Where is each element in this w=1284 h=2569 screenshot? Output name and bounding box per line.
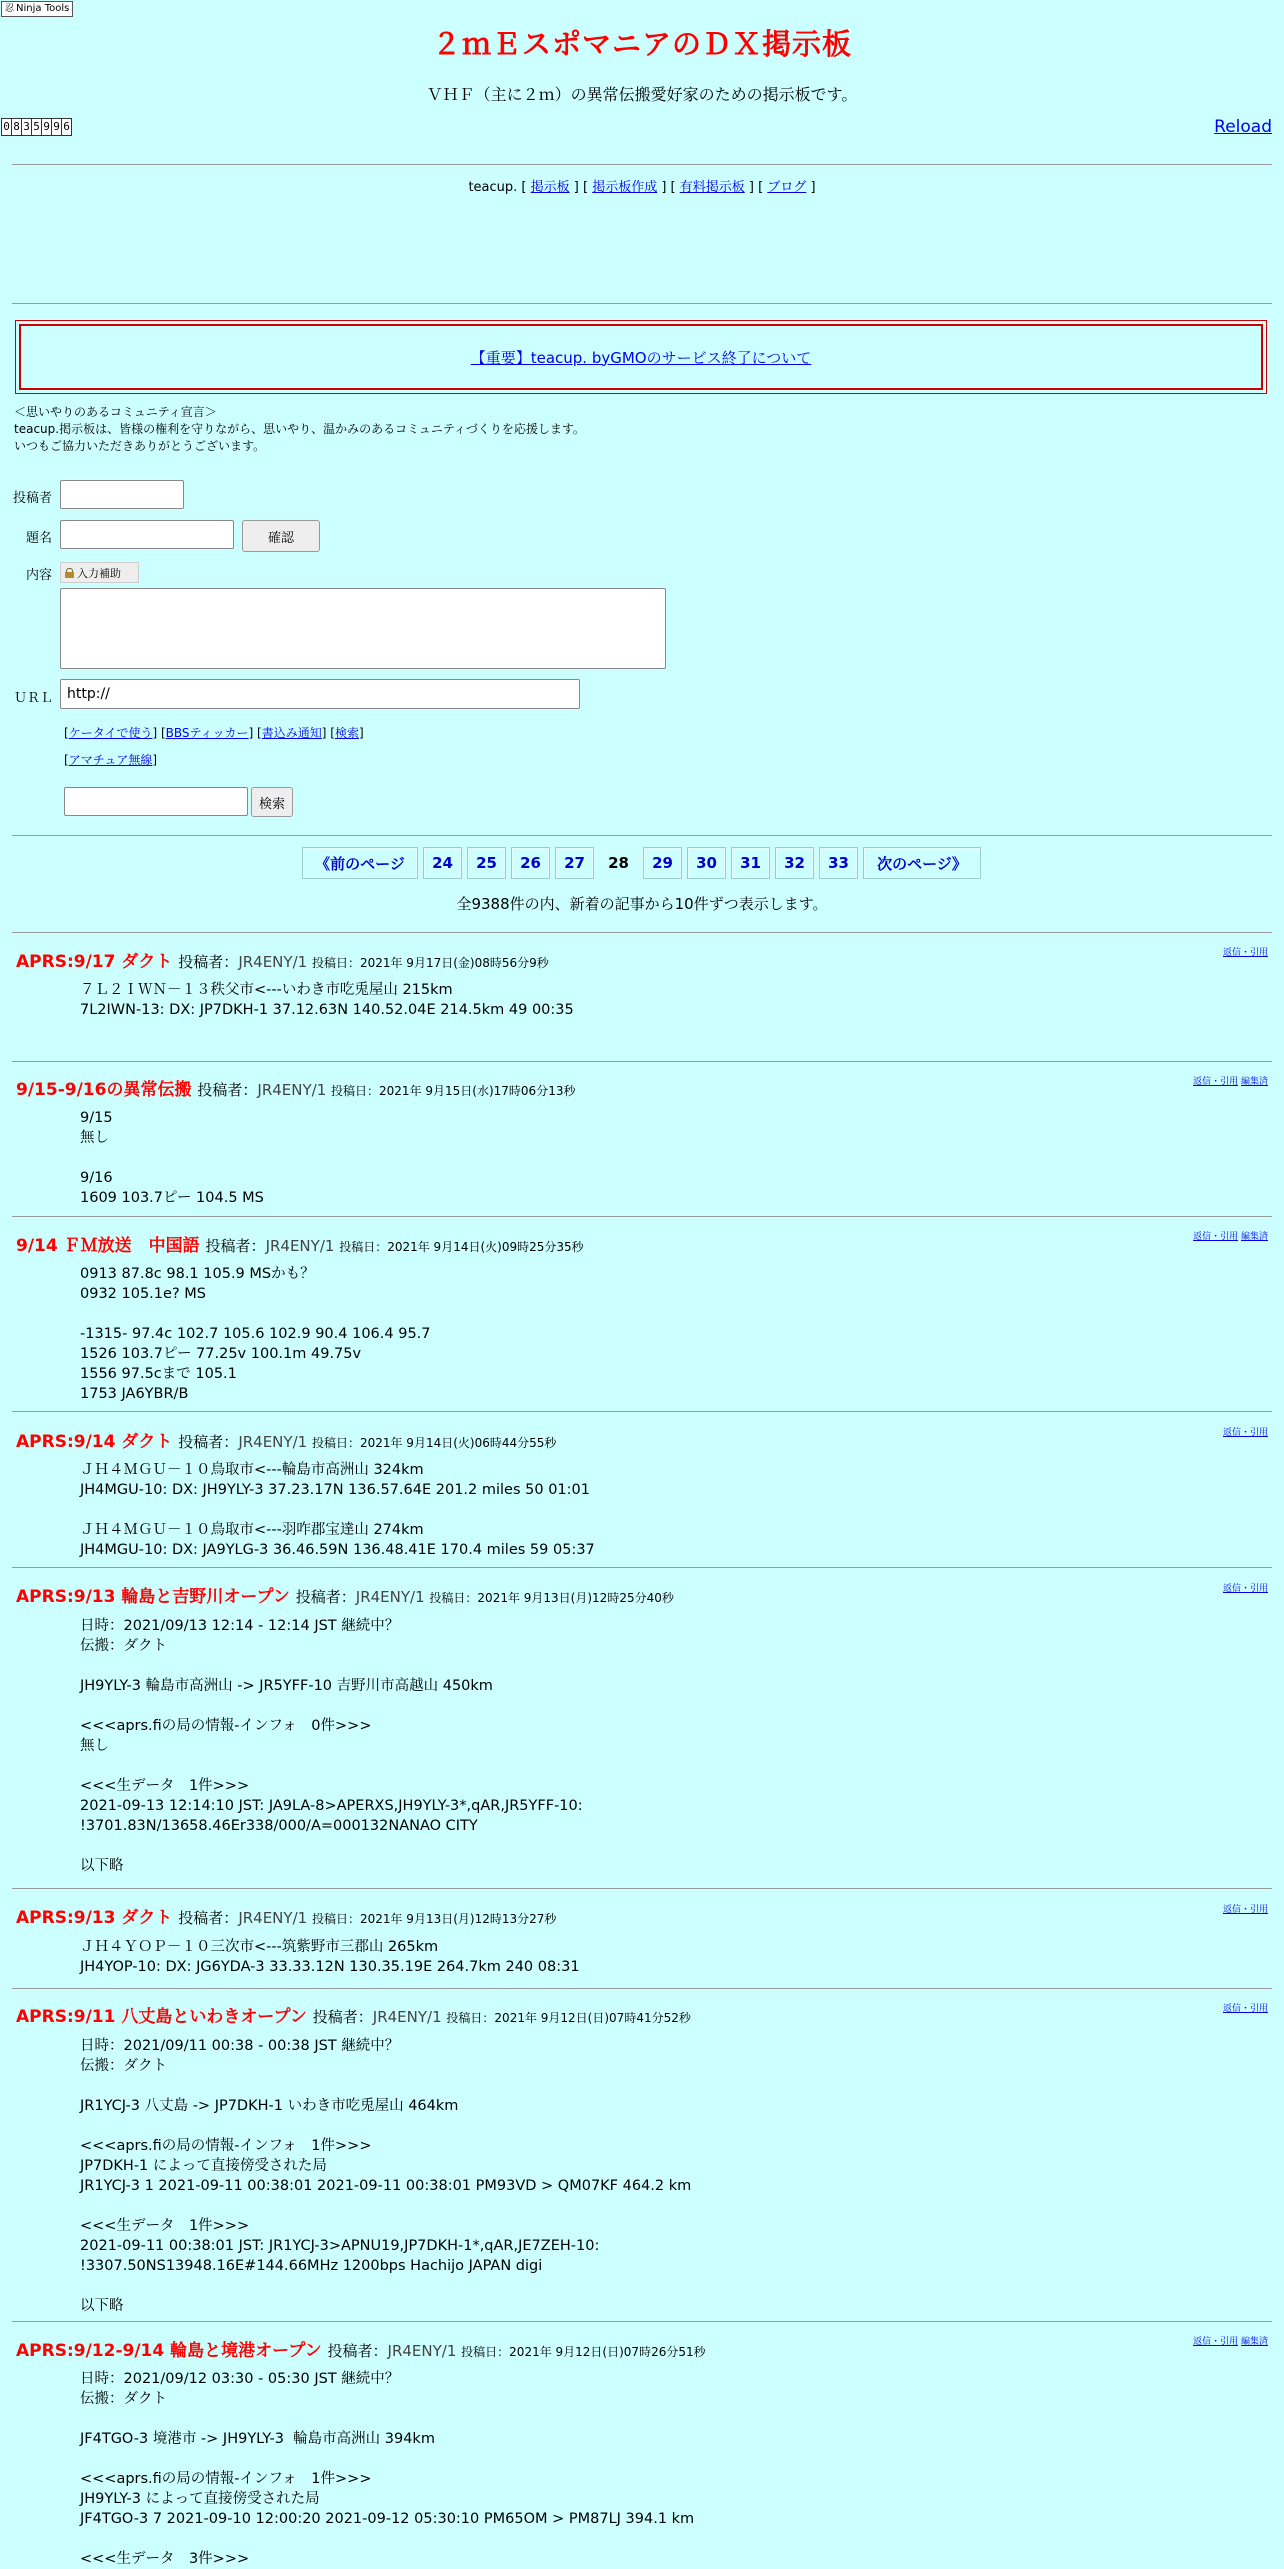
counter-digit: 6 [61, 118, 72, 136]
post-author: JR4ENY/1 [238, 1433, 308, 1451]
nav-link-paid-bbs[interactable]: 有料掲示板 [679, 180, 745, 195]
divider [12, 2321, 1272, 2322]
post-actions [1193, 1229, 1268, 1242]
post-author-label: 投稿者： [312, 2008, 373, 2026]
post-author: JR4ENY/1 [265, 1237, 335, 1255]
tool-links: [ケータイで使う] [BBSティッカー] [書込み通知] [検索] [64, 726, 364, 740]
counter-digit: 0 [1, 118, 12, 136]
post-actions [1223, 1902, 1268, 1915]
prev-page-button[interactable]: 《前のページ [302, 847, 418, 879]
community-declaration [14, 404, 585, 455]
subject-input[interactable] [60, 520, 234, 549]
post-date: 投稿日：2021年 9月14日(火)06時44分55秒 [311, 1436, 557, 1450]
edited-link[interactable]: 編集済 [1240, 2337, 1268, 2347]
divider [12, 1216, 1272, 1217]
post-actions [1223, 945, 1268, 958]
counter-digit: 8 [11, 118, 22, 136]
service-notice-box [15, 320, 1267, 394]
mobile-link[interactable]: ケータイで使う [68, 726, 153, 740]
page-24-button[interactable]: 24 [423, 847, 462, 879]
divider [12, 835, 1272, 836]
post-title [16, 1903, 556, 1928]
post-author-label: 投稿者： [178, 953, 239, 971]
page-31-button[interactable]: 31 [731, 847, 770, 879]
page-29-button[interactable]: 29 [643, 847, 682, 879]
divider [12, 1888, 1272, 1889]
post-author: JR4ENY/1 [257, 1081, 327, 1099]
nav-link-create-bbs[interactable]: 掲示板作成 [592, 180, 658, 195]
input-assist-button[interactable] [60, 562, 139, 583]
divider [12, 1988, 1272, 1989]
confirm-button[interactable]: 確認 [242, 520, 320, 552]
post-title [16, 947, 549, 972]
nav-link-blog[interactable]: ブログ [767, 180, 807, 195]
counter-digit: 9 [51, 118, 62, 136]
ninja-tools-badge[interactable] [1, 1, 73, 17]
post-body: 日時：2021/09/13 12:14 - 12:14 JST 継続中？ 伝搬：ダクト JH9YLY-3 輪島市高洲山 -> JR5YFF-10 吉野川市高越山 450km <<<aprs.fiの局の情報-インフォ 0件>>> 無し <<<生データ 1件>>> 2021-09-13 12:14:10 JST: JA9LA-8>APERXS,JH9YLY-3*,qAR,JR5YFF-10: !3701.83N/13658.46Er338/000/A=000132NANAO CITY 以下略 [80, 1618, 583, 1874]
search-button[interactable]: 検索 [251, 787, 293, 817]
post-actions [1223, 2001, 1268, 2014]
url-input[interactable]: http:// [60, 679, 580, 709]
page-25-button[interactable]: 25 [467, 847, 506, 879]
post-title [16, 1582, 674, 1607]
counter-digit: 9 [41, 118, 52, 136]
ninja-tools-label: Ninja Tools [16, 3, 70, 14]
edited-link[interactable]: 編集済 [1240, 1232, 1268, 1242]
post-date: 投稿日：2021年 9月15日(水)17時06分13秒 [331, 1084, 576, 1098]
post-date: 投稿日：2021年 9月13日(月)12時25分40秒 [429, 1591, 674, 1605]
board-title: ２ｍＥスポマニアのＤＸ掲示板 [431, 27, 852, 61]
reply-quote-link[interactable]: 返信・引用 [1222, 2004, 1268, 2014]
post-author-label: 投稿者： [327, 2342, 388, 2360]
page-26-button[interactable]: 26 [511, 847, 550, 879]
declaration-thanks: いつもご協力いただきありがとうございます。 [14, 439, 266, 453]
reload-link[interactable]: Reload [1214, 117, 1272, 137]
service-end-notice-link[interactable]: 【重要】teacup. byGMOのサービス終了について [470, 348, 812, 367]
post-author-label: 投稿者： [178, 1909, 239, 1927]
page-32-button[interactable]: 32 [775, 847, 814, 879]
current-page: 28 [599, 847, 638, 879]
post-body: 0913 87.8c 98.1 105.9 MSかも？ 0932 105.1e? MS -1315- 97.4c 102.7 105.6 102.9 90.4 106.4 95.7 1526 103.7ピー 77.25v 100.1m 49.75v 1556 97.5cまで 105.1 1753 JA6YBR/B [80, 1266, 431, 1402]
post-actions [1193, 2334, 1268, 2347]
post-subject: 9/15-9/16の異常伝搬 [16, 1080, 192, 1100]
post-author: JR4ENY/1 [238, 953, 308, 971]
post-author-label: 投稿者： [197, 1081, 258, 1099]
post-title [16, 1231, 584, 1256]
page-30-button[interactable]: 30 [687, 847, 726, 879]
post-author: JR4ENY/1 [238, 1909, 308, 1927]
post-body: 日時：2021/09/12 03:30 - 05:30 JST 継続中？ 伝搬：ダクト JF4TGO-3 境港市 -> JH9YLY-3 輪島市高洲山 394km <<<aprs.fiの局の情報-インフォ 1件>>> JH9YLY-3 によって直接傍受された局 JF4TGO-3 7 2021-09-10 12:00:20 2021-09-12 05:30:10 PM65OM > PM87LJ 394.1 km <<<生データ 3件>>> [80, 2371, 695, 2567]
post-author-label: 投稿者： [205, 1237, 266, 1255]
service-notice-inner [19, 324, 1263, 390]
reply-quote-link[interactable]: 返信・引用 [1222, 1428, 1268, 1438]
post-author-label: 投稿者： [178, 1433, 239, 1451]
post-subject: APRS:9/14 ダクト [16, 1432, 173, 1452]
divider [12, 1061, 1272, 1062]
divider [12, 932, 1272, 933]
pagination [302, 847, 981, 879]
subject-label: 題名 [26, 531, 53, 546]
author-input[interactable] [60, 480, 184, 509]
post-title [16, 1427, 556, 1452]
divider [12, 164, 1272, 165]
post-title [16, 2002, 691, 2027]
next-page-button[interactable]: 次のページ》 [863, 847, 981, 879]
declaration-text: teacup.掲示板は、皆様の権利を守りながら、思いやり、温かみのあるコミュニティづくりを応援します。 [14, 422, 585, 436]
url-label: ＵＲＬ [14, 691, 54, 706]
post-title [16, 2336, 706, 2361]
declaration-heading: ＜思いやりのあるコミュニティ宣言＞ [14, 405, 217, 419]
reply-quote-link[interactable]: 返信・引用 [1193, 2337, 1239, 2347]
post-notify-link[interactable]: 書込み通知 [261, 726, 322, 740]
teacup-nav: teacup. [ 掲示板 ] [ 掲示板作成 ] [ 有料掲示板 ] [ ブログ ] [468, 180, 816, 195]
counter-digit: 3 [21, 118, 32, 136]
category-links: [アマチュア無線] [64, 753, 158, 767]
post-date: 投稿日：2021年 9月12日(日)07時26分51秒 [461, 2345, 706, 2359]
nav-prefix: teacup. [ [468, 180, 527, 195]
post-body: 9/15 無し 9/16 1609 103.7ピー 104.5 MS [80, 1110, 264, 1206]
reply-quote-link[interactable]: 返信・引用 [1193, 1077, 1239, 1087]
amateur-radio-link[interactable]: アマチュア無線 [68, 753, 153, 767]
post-subject: APRS:9/13 ダクト [16, 1908, 173, 1928]
post-actions [1223, 1425, 1268, 1438]
post-subject: APRS:9/13 輪島と吉野川オープン [16, 1587, 290, 1607]
content-textarea[interactable] [60, 588, 666, 669]
post-title [16, 1075, 575, 1100]
lock-icon [65, 568, 74, 578]
ninja-icon: 忍 [5, 4, 15, 14]
counter-digit: 5 [31, 118, 42, 136]
nav-link-bbs[interactable]: 掲示板 [530, 180, 570, 195]
post-actions [1223, 1581, 1268, 1594]
post-date: 投稿日：2021年 9月14日(火)09時25分35秒 [339, 1240, 584, 1254]
edited-link[interactable]: 編集済 [1240, 1077, 1268, 1087]
divider [12, 1567, 1272, 1568]
post-subject: APRS:9/17 ダクト [16, 952, 173, 972]
post-body: 日時：2021/09/11 00:38 - 00:38 JST 継続中？ 伝搬：ダクト JR1YCJ-3 八丈島 -> JP7DKH-1 いわき市吃兎屋山 464km <<<aprs.fiの局の情報-インフォ 1件>>> JP7DKH-1 によって直接傍受された局 JR1YCJ-3 1 2021-09-11 00:38:01 2021-09-11 00:38:01 PM93VD > QM07KF 464.2 km <<<生データ 1件>>> 2021-09-11 00:38:01 JST: JR1YCJ-3>APNU19,JP7DKH-1*,qAR,JE7ZEH-10: !3307.50NS13948.16E#144.66MHz 1200bps Hachijo JAPAN digi 以下略 [80, 2038, 692, 2314]
post-subject: APRS:9/12-9/14 輪島と境港オープン [16, 2341, 322, 2361]
access-counter [1, 118, 71, 134]
reply-quote-link[interactable]: 返信・引用 [1222, 1584, 1268, 1594]
post-date: 投稿日：2021年 9月12日(日)07時41分52秒 [446, 2011, 691, 2025]
post-author: JR4ENY/1 [355, 1588, 425, 1606]
content-label: 内容 [26, 568, 53, 583]
post-date: 投稿日：2021年 9月17日(金)08時56分9秒 [311, 956, 549, 970]
input-assist-label: 入力補助 [77, 566, 121, 580]
divider [12, 303, 1272, 304]
post-date: 投稿日：2021年 9月13日(月)12時13分27秒 [311, 1912, 557, 1926]
bbs-ticker-link[interactable]: BBSティッカー [165, 726, 249, 740]
search-link[interactable]: 検索 [334, 726, 359, 740]
post-count-summary: 全9388件の内、新着の記事から10件ずつ表示します。 [456, 895, 828, 913]
post-subject: 9/14 ＦＭ放送 中国語 [16, 1236, 200, 1256]
divider [12, 1411, 1272, 1412]
post-author: JR4ENY/1 [387, 2342, 457, 2360]
reply-quote-link[interactable]: 返信・引用 [1222, 948, 1268, 958]
search-input[interactable] [64, 787, 248, 816]
page-33-button[interactable]: 33 [819, 847, 858, 879]
reply-quote-link[interactable]: 返信・引用 [1193, 1232, 1239, 1242]
post-author-label: 投稿者： [295, 1588, 356, 1606]
reply-quote-link[interactable]: 返信・引用 [1222, 1905, 1268, 1915]
page-27-button[interactable]: 27 [555, 847, 594, 879]
author-label: 投稿者 [13, 491, 53, 506]
post-body: ＪＨ４ＹＯＰ－１０三次市<---筑紫野市三郡山 265km JH4YOP-10: DX: JG6YDA-3 33.33.12N 130.35.19E 264.7km 240 08:31 [80, 1939, 580, 1975]
post-body: ＪＨ４ＭＧＵ－１０鳥取市<---輪島市高洲山 324km JH4MGU-10: DX: JH9YLY-3 37.23.17N 136.57.64E 201.2 miles 50 01:01 ＪＨ４ＭＧＵ－１０鳥取市<---羽咋郡宝達山 274km JH4MGU-10: DX: JA9YLG-3 36.46.59N 136.48.41E 170.4 miles 59 05:37 [80, 1462, 595, 1558]
post-actions [1193, 1074, 1268, 1087]
post-subject: APRS:9/11 八丈島といわきオープン [16, 2007, 307, 2027]
post-author: JR4ENY/1 [372, 2008, 442, 2026]
post-body: ７Ｌ２ＩＷＮ－１３秩父市<---いわき市吃兎屋山 215km 7L2IWN-13: DX: JP7DKH-1 37.12.63N 140.52.04E 214.5km 49 00:35 [80, 982, 574, 1018]
board-subtitle: ＶＨＦ（主に２ｍ）の異常伝搬愛好家のための掲示板です。 [426, 85, 858, 104]
